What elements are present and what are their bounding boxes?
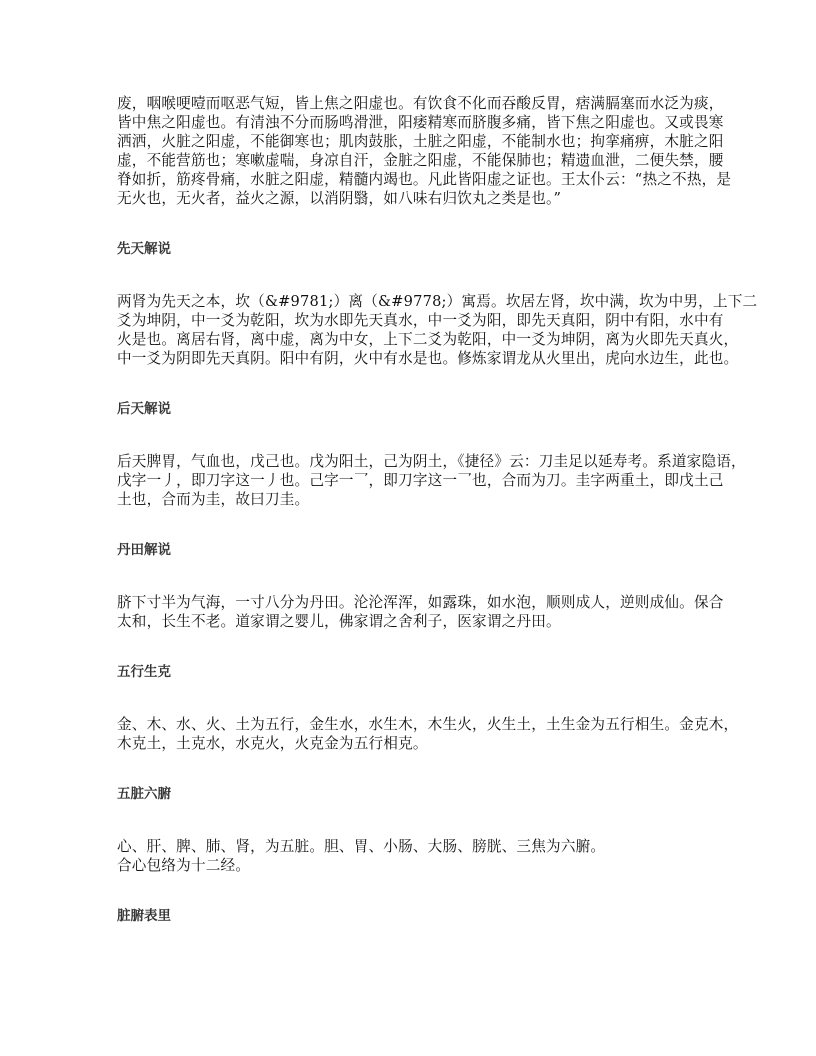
text-line: 中一爻为阴即先天真阴。阳中有阴，火中有水是也。修炼家谓龙从火里出，虎向水边生，此也。: [117, 350, 739, 367]
text-line: 无火也，无火者，益火之源，以消阴翳，如八味右归饮丸之类是也。”: [117, 190, 562, 207]
section-heading-houtian: 后天解说: [117, 401, 171, 417]
text-line: 脐下寸半为气海，一寸八分为丹田。沦沦浑浑，如露珠，如水泡，顺则成人，逆则成仙。保合: [117, 594, 724, 611]
section-heading-zangfu-biaoli: 脏腑表里: [117, 908, 171, 924]
text-line: 火是也。离居右肾，离中虚，离为中女，上下二爻为乾阳，中一爻为坤阴，离为火即先天真火，: [117, 331, 739, 348]
text-line: 木克土，土克水，水克火，火克金为五行相克。: [117, 735, 428, 752]
text-line: 洒洒，火脏之阳虚，不能御寒也；肌肉鼓胀，土脏之阳虚，不能制水也；拘挛痛痹，木脏之阳: [117, 133, 724, 150]
text-line: 两肾为先天之本，坎（&#9781;）离（&#9778;）寓焉。坎居左肾，坎中满，坎为中男，上下二: [117, 293, 758, 310]
section-heading-wuxing: 五行生克: [117, 664, 171, 680]
text-line: 戊字一丿，即刀字这一丿也。己字一乛，即刀字这一乛也，合而为刀。圭字两重土，即戊土己: [117, 472, 724, 489]
text-line: 后天脾胃，气血也，戊己也。戊为阳土，己为阴土，《捷径》云：刀圭足以延寿考。系道家隐语，: [117, 453, 746, 470]
section-paragraph-houtian: [117, 452, 746, 509]
section-paragraph-wuzang-liufu: [117, 837, 703, 875]
intro-paragraph: [117, 94, 732, 208]
document-page: [117, 94, 758, 926]
section-paragraph-dantian: [117, 593, 724, 631]
text-line: 金、木、水、火、土为五行，金生水，水生木，木生火，火生土，土生金为五行相生。金克木，: [117, 716, 739, 733]
text-line: 脊如折，筋疼骨痛，水脏之阳虚，精髓内竭也。凡此皆阳虚之证也。王太仆云：“热之不热，是: [117, 171, 732, 188]
section-heading-wuzang-liufu: 五脏六腑: [117, 786, 171, 802]
text-line: 虚，不能营筋也；寒嗽虚喘，身凉自汗，金脏之阳虚，不能保肺也；精遗血泄，二便失禁，腰: [117, 152, 724, 169]
text-line: 心、肝、脾、肺、肾，为五脏。胆、胃、小肠、大肠、膀胱、三焦为六腑。: [117, 838, 606, 855]
text-line: 皆中焦之阳虚也。有清浊不分而肠鸣滑泄，阳痿精寒而脐腹多痛，皆下焦之阳虚也。又或畏寒: [117, 114, 724, 131]
section-heading-xiantian: 先天解说: [117, 241, 171, 257]
text-line: 土也，合而为圭，故曰刀圭。: [117, 491, 310, 508]
section-heading-dantian: 丹田解说: [117, 542, 171, 558]
section-paragraph-xiantian: [117, 292, 758, 368]
text-line: 太和，长生不老。道家谓之婴儿，佛家谓之舍利子，医家谓之丹田。: [117, 613, 561, 630]
text-line: 爻为坤阴，中一爻为乾阳，坎为水即先天真水，中一爻为阳，即先天真阳，阴中有阳，水中有: [117, 312, 724, 329]
text-line: 合心包络为十二经。: [117, 857, 251, 874]
section-paragraph-wuxing: [117, 715, 739, 753]
text-line: 废，咽喉哽噎而呕恶气短，皆上焦之阳虚也。有饮食不化而吞酸反胃，痞满膈塞而水泛为痰，: [117, 95, 724, 112]
